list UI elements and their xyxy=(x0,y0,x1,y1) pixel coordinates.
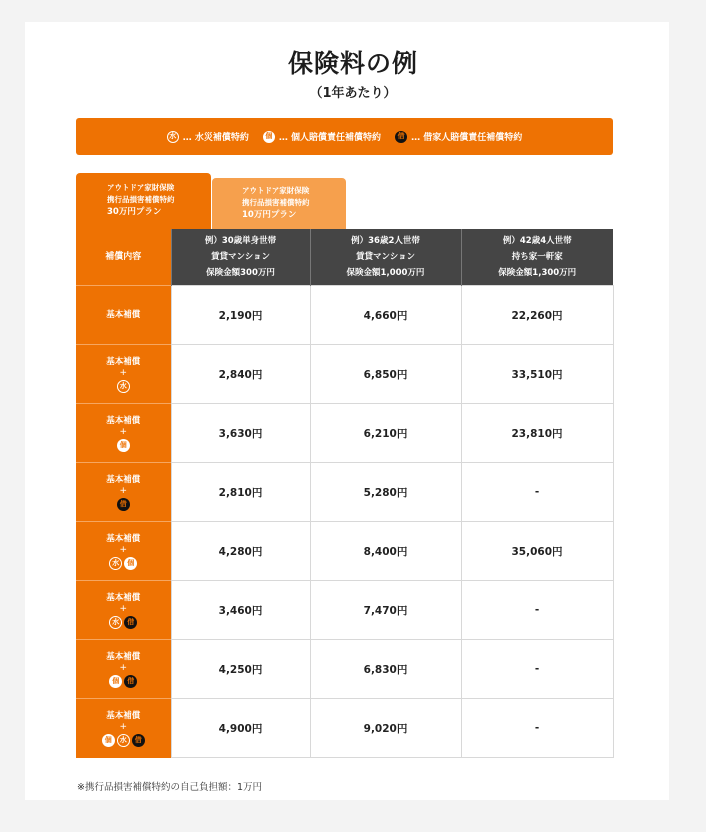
table-row xyxy=(76,286,613,345)
legend-label-personal-liability: … 個人賠償責任補償特約 xyxy=(278,133,382,143)
coverage-cell xyxy=(76,404,171,463)
table-row xyxy=(76,345,613,404)
flood-icon: 水 xyxy=(167,131,179,143)
premium-table xyxy=(76,229,614,758)
coverage-cell xyxy=(76,463,171,522)
coverage-label: 基本補償 xyxy=(106,474,141,485)
tab-line: アウトドア家財保険 xyxy=(107,183,175,192)
premium-value: 9,020円 xyxy=(310,699,461,758)
coverage-cell xyxy=(76,345,171,404)
premium-value: 4,660円 xyxy=(310,286,461,345)
plus-sign: + xyxy=(119,544,128,555)
page-title: 保険料の例 xyxy=(287,49,418,78)
coverage-label: 基本補償 xyxy=(106,592,141,603)
premium-value: 22,260円 xyxy=(461,286,613,345)
flood-icon: 水 xyxy=(109,616,122,629)
column-header: 例）30歳単身世帯 賃貸マンション 保険金額300万円 xyxy=(171,229,310,286)
legend-label-flood: … 水災補償特約 xyxy=(182,133,249,143)
footnote: ※携行品損害補償特約の自己負担額：1万円 xyxy=(77,782,263,793)
coverage-cell xyxy=(76,699,171,758)
plus-sign: + xyxy=(119,603,128,614)
table-row xyxy=(76,581,613,640)
premium-value: 35,060円 xyxy=(461,522,613,581)
rider-badges xyxy=(76,616,171,629)
tab-plan-label: 10万円プラン xyxy=(242,210,297,220)
table-row xyxy=(76,522,613,581)
personal-liability-icon: 個 xyxy=(117,439,130,452)
premium-value: 33,510円 xyxy=(461,345,613,404)
tenant-liability-icon: 借 xyxy=(117,498,130,511)
tab-10man-plan[interactable] xyxy=(212,178,346,229)
tab-line: アウトドア家財保険 xyxy=(242,186,310,195)
table-body xyxy=(76,286,613,758)
tab-line: 携行品損害補償特約 xyxy=(242,198,310,207)
rider-badges xyxy=(76,380,171,393)
premium-value: 3,460円 xyxy=(171,581,310,640)
plus-sign: + xyxy=(119,426,128,437)
plus-sign: + xyxy=(119,721,128,732)
premium-value: 3,630円 xyxy=(171,404,310,463)
premium-value: 23,810円 xyxy=(461,404,613,463)
table-row xyxy=(76,640,613,699)
coverage-cell xyxy=(76,286,171,345)
legend-item-flood xyxy=(167,130,249,143)
personal-liability-icon: 個 xyxy=(109,675,122,688)
rider-badges xyxy=(76,498,171,511)
rider-badges xyxy=(76,734,171,747)
premium-value: 2,810円 xyxy=(171,463,310,522)
rider-badges xyxy=(76,557,171,570)
page-subtitle: （1年あたり） xyxy=(309,86,397,101)
premium-value: 6,850円 xyxy=(310,345,461,404)
table-row xyxy=(76,463,613,522)
premium-value: 8,400円 xyxy=(310,522,461,581)
premium-value: - xyxy=(461,640,613,699)
tenant-liability-icon: 借 xyxy=(395,131,407,143)
premium-value: 4,900円 xyxy=(171,699,310,758)
coverage-label: 基本補償 xyxy=(106,710,141,721)
column-header: 例）36歳2人世帯 賃貸マンション 保険金額1,000万円 xyxy=(310,229,461,286)
corner-header: 補償内容 xyxy=(76,229,171,286)
premium-value: 4,250円 xyxy=(171,640,310,699)
column-header: 例）42歳4人世帯 持ち家一軒家 保険金額1,300万円 xyxy=(461,229,613,286)
legend-item-personal-liability xyxy=(263,130,381,143)
legend-label-tenant-liability: … 借家人賠償責任補償特約 xyxy=(411,133,523,143)
coverage-label: 基本補償 xyxy=(106,415,141,426)
premium-value: 2,840円 xyxy=(171,345,310,404)
premium-value: 6,830円 xyxy=(310,640,461,699)
tenant-liability-icon: 借 xyxy=(124,616,137,629)
table-row xyxy=(76,699,613,758)
legend-item-tenant-liability xyxy=(395,130,522,143)
premium-value: - xyxy=(461,463,613,522)
coverage-label: 基本補償 xyxy=(106,533,141,544)
plus-sign: + xyxy=(119,485,128,496)
rider-badges xyxy=(76,675,171,688)
premium-value: - xyxy=(461,699,613,758)
plus-sign: + xyxy=(119,367,128,378)
tab-30man-plan[interactable] xyxy=(76,173,211,229)
coverage-cell xyxy=(76,581,171,640)
premium-value: 2,190円 xyxy=(171,286,310,345)
premium-value: 4,280円 xyxy=(171,522,310,581)
tab-plan-label: 30万円プラン xyxy=(107,207,162,217)
coverage-label: 基本補償 xyxy=(106,310,141,320)
plus-sign: + xyxy=(119,662,128,673)
rider-badges xyxy=(76,439,171,452)
flood-icon: 水 xyxy=(117,380,130,393)
personal-liability-icon: 個 xyxy=(124,557,137,570)
personal-liability-icon: 個 xyxy=(102,734,115,747)
coverage-cell xyxy=(76,640,171,699)
legend-bar xyxy=(76,118,613,155)
coverage-label: 基本補償 xyxy=(106,356,141,367)
tenant-liability-icon: 借 xyxy=(124,675,137,688)
coverage-label: 基本補償 xyxy=(106,651,141,662)
premium-value: 6,210円 xyxy=(310,404,461,463)
premium-value: 7,470円 xyxy=(310,581,461,640)
flood-icon: 水 xyxy=(117,734,130,747)
premium-value: - xyxy=(461,581,613,640)
tab-line: 携行品損害補償特約 xyxy=(107,195,175,204)
table-row xyxy=(76,404,613,463)
premium-value: 5,280円 xyxy=(310,463,461,522)
personal-liability-icon: 個 xyxy=(263,131,275,143)
flood-icon: 水 xyxy=(109,557,122,570)
tenant-liability-icon: 借 xyxy=(132,734,145,747)
coverage-cell xyxy=(76,522,171,581)
